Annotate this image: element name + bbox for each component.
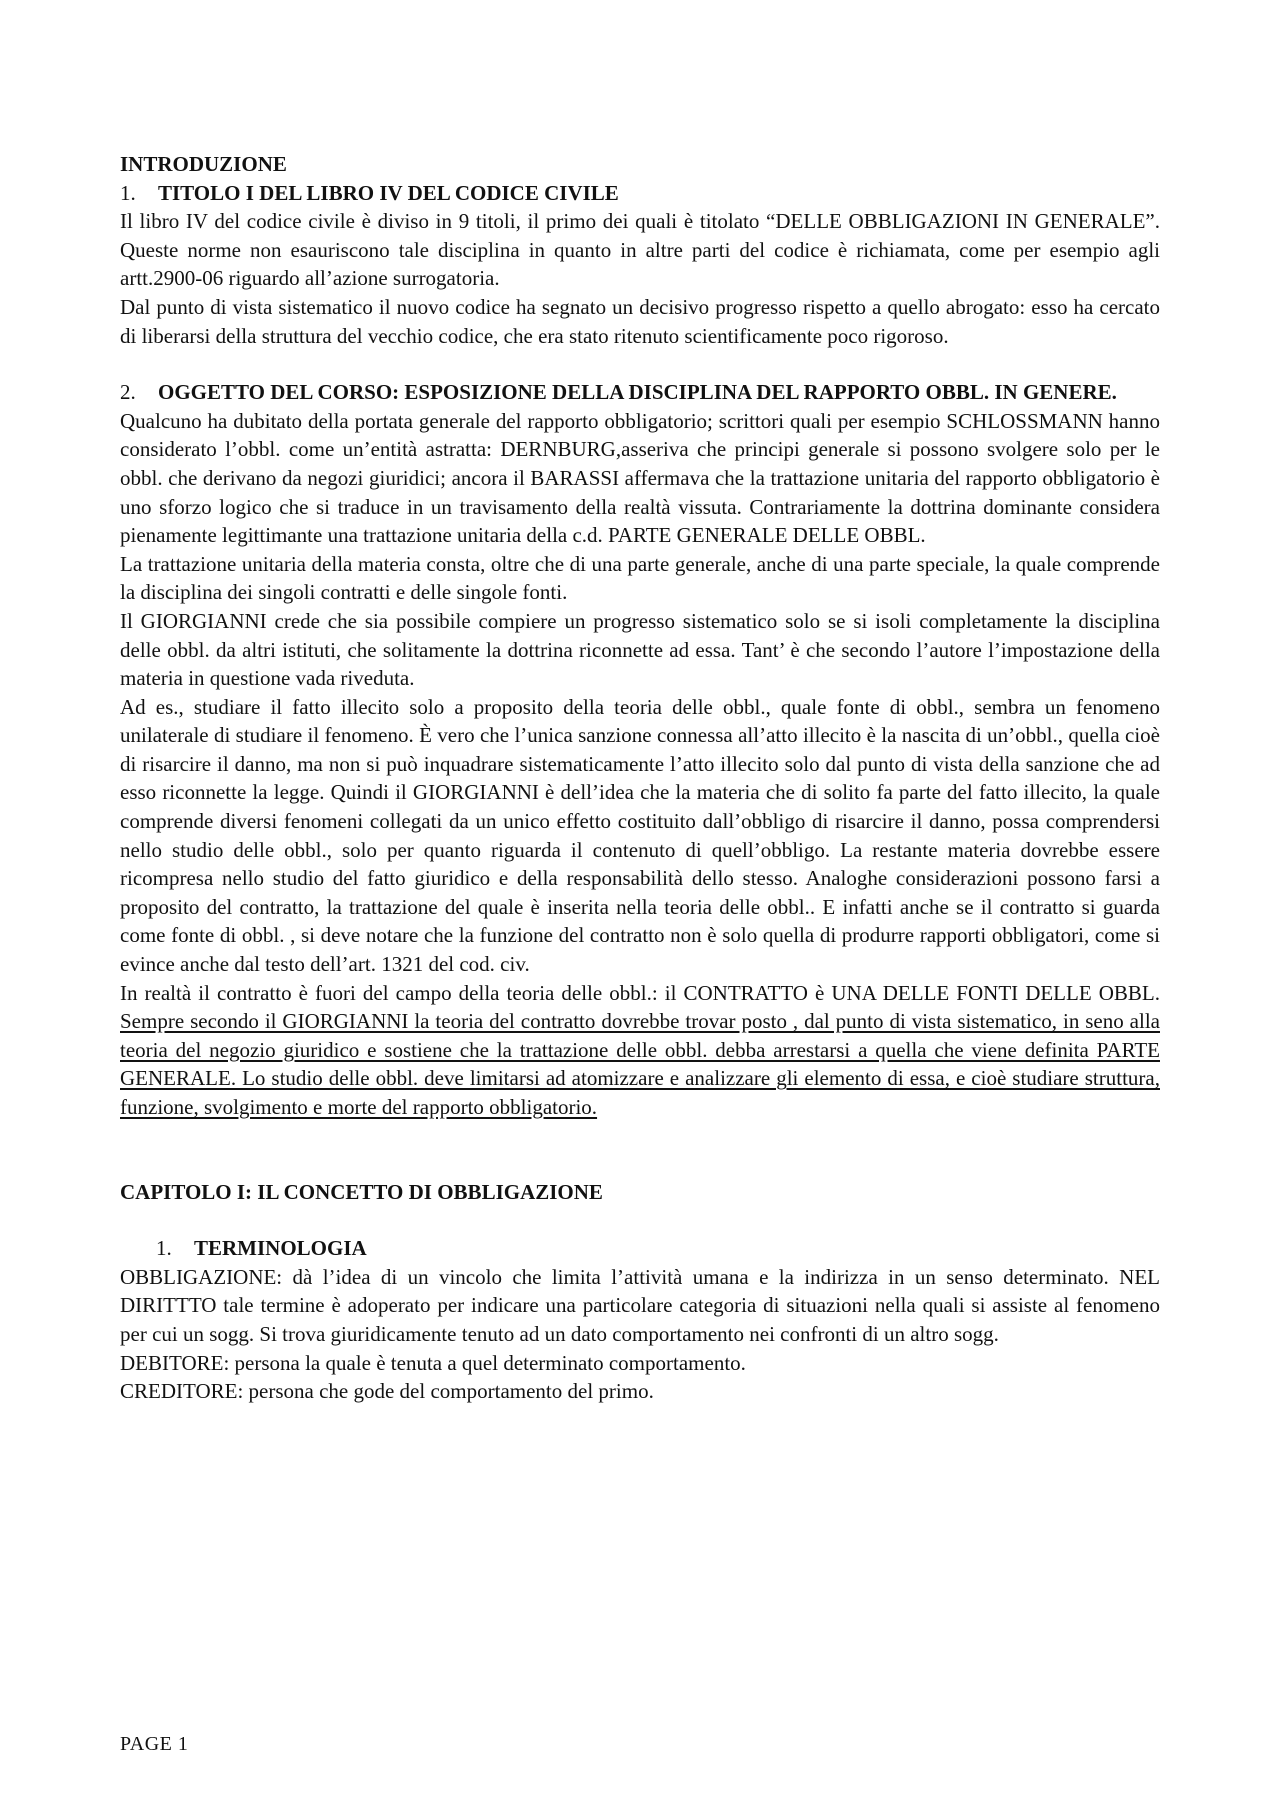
paragraph: Qualcuno ha dubitato della portata generale del rapporto obbligatorio; scrittori quali per esempio SCHLOSSMANN hanno considerato l’obbl. come un’entità astratta: DERNBURG,asseriva che principi generale si possono svolgere solo per le obbl. che derivano da negozi giuridici; ancora il BARASSI affermava che la trattazione unitaria del rapporto obbligatorio è uno sforzo logico che si traduce in un travisamento della realtà vissuta. Contrariamente la dottrina dominante considera pienamente legittimante una trattazione unitaria della c.d. PARTE GENERALE DELLE OBBL. (120, 408, 1160, 548)
paragraph: DEBITORE: persona la quale è tenuta a quel determinato comportamento. (120, 1350, 746, 1375)
paragraph-text: In realtà il contratto è fuori del campo della teoria delle obbl.: il CONTRATTO è UNA DELLE FONTI DELLE OBBL. (120, 980, 1160, 1005)
section-number: 1. (156, 1236, 172, 1261)
spacer (120, 1122, 1160, 1178)
paragraph: Dal punto di vista sistematico il nuovo codice ha segnato un decisivo progresso rispetto a quello abrogato: esso ha cercato di liberarsi della struttura del vecchio codice, che era stato ritenuto scientificamente poco rigoroso. (120, 294, 1160, 348)
document-body (120, 150, 1160, 1406)
section-heading-2 (120, 378, 1160, 407)
paragraph: Il GIORGIANNI crede che sia possibile compiere un progresso sistematico solo se si isoli completamente la disciplina delle obbl. da altri istituti, che solitamente la dottrina riconnette ad essa. Tant’ è che secondo l’autore l’impostazione della materia in questione vada riveduta. (120, 608, 1160, 691)
page-number: PAGE 1 (120, 1733, 189, 1755)
paragraph: La trattazione unitaria della materia consta, oltre che di una parte generale, anche di una parte speciale, la quale comprende la disciplina dei singoli contratti e delle singole fonti. (120, 551, 1160, 605)
paragraph: Il libro IV del codice civile è diviso in 9 titoli, il primo dei quali è titolato “DELLE OBBLIGAZIONI IN GENERALE”. Queste norme non esauriscono tale disciplina in quanto in altre parti del codice è richiamata, come per esempio agli artt.2900-06 riguardo all’azione surrogatoria. (120, 209, 1160, 291)
section-title: OGGETTO DEL CORSO: ESPOSIZIONE DELLA DISCIPLINA DEL RAPPORTO OBBL. IN GENERE. (158, 380, 1117, 405)
section-title: TERMINOLOGIA (194, 1236, 367, 1261)
paragraph-mixed (120, 979, 1160, 1122)
paragraph: Ad es., studiare il fatto illecito solo a proposito della teoria delle obbl., quale fonte di obbl., sembra un fenomeno unilaterale di studiare il fenomeno. È vero che l’unica sanzione connessa all’atto illecito è la nascita di un’obbl., quella cioè di risarcire il danno, ma non si può inquadrare sistematicamente l’atto illecito solo dal punto di vista della sanzione che ad esso riconnette la legge. Quindi il GIORGIANNI è dell’idea che la materia che di solito fa parte del fatto illecito, la quale comprende diversi fenomeni collegati da un unico effetto costituito dall’obbligo di risarcire il danno, possa comprendersi nello studio delle obbl., solo per quanto riguarda il contenuto di quell’obbligo. La restante materia dovrebbe essere ricompresa nello studio del fatto giuridico e della responsabilità dello stesso. Analoghe considerazioni possono farsi a proposito del contratto, la trattazione del quale è inserita nella teoria delle obbl.. E infatti anche se il contratto si guarda come fonte di obbl. , si deve notare che la funzione del contratto non è solo quella di produrre rapporti obbligatori, come si evince anche dal testo dell’art. 1321 del cod. civ. (120, 694, 1160, 977)
section-heading-1 (120, 179, 1160, 208)
section-number: 1. (120, 180, 136, 205)
chapter-section-heading (120, 1234, 1160, 1263)
paragraph: CREDITORE: persona che gode del comportamento del primo. (120, 1379, 654, 1404)
intro-title: INTRODUZIONE (120, 152, 287, 176)
section-number: 2. (120, 380, 136, 405)
section-title: TITOLO I DEL LIBRO IV DEL CODICE CIVILE (158, 180, 619, 205)
spacer (120, 1206, 1160, 1234)
paragraph: OBBLIGAZIONE: dà l’idea di un vincolo che limita l’attività umana e la indirizza in un senso determinato. NEL DIRITTTO tale termine è adoperato per indicare una particolare categoria di situazioni nella quali si assiste al fenomeno per cui un sogg. Si trova giuridicamente tenuto ad un dato comportamento nei confronti di un altro sogg. (120, 1264, 1160, 1346)
spacer (120, 350, 1160, 378)
chapter-title: CAPITOLO I: IL CONCETTO DI OBBLIGAZIONE (120, 1179, 603, 1204)
underlined-text: Sempre secondo il GIORGIANNI la teoria del contratto dovrebbe trovar posto , dal punto di vista sistematico, in seno alla teoria del negozio giuridico e sostiene che la trattazione delle obbl. debba arrestarsi a quella che viene definita PARTE GENERALE. Lo studio delle obbl. deve limitarsi ad atomizzare e analizzare gli elemento di essa, e cioè studiare struttura, funzione, svolgimento e morte del rapporto obbligatorio. (120, 1009, 1160, 1119)
